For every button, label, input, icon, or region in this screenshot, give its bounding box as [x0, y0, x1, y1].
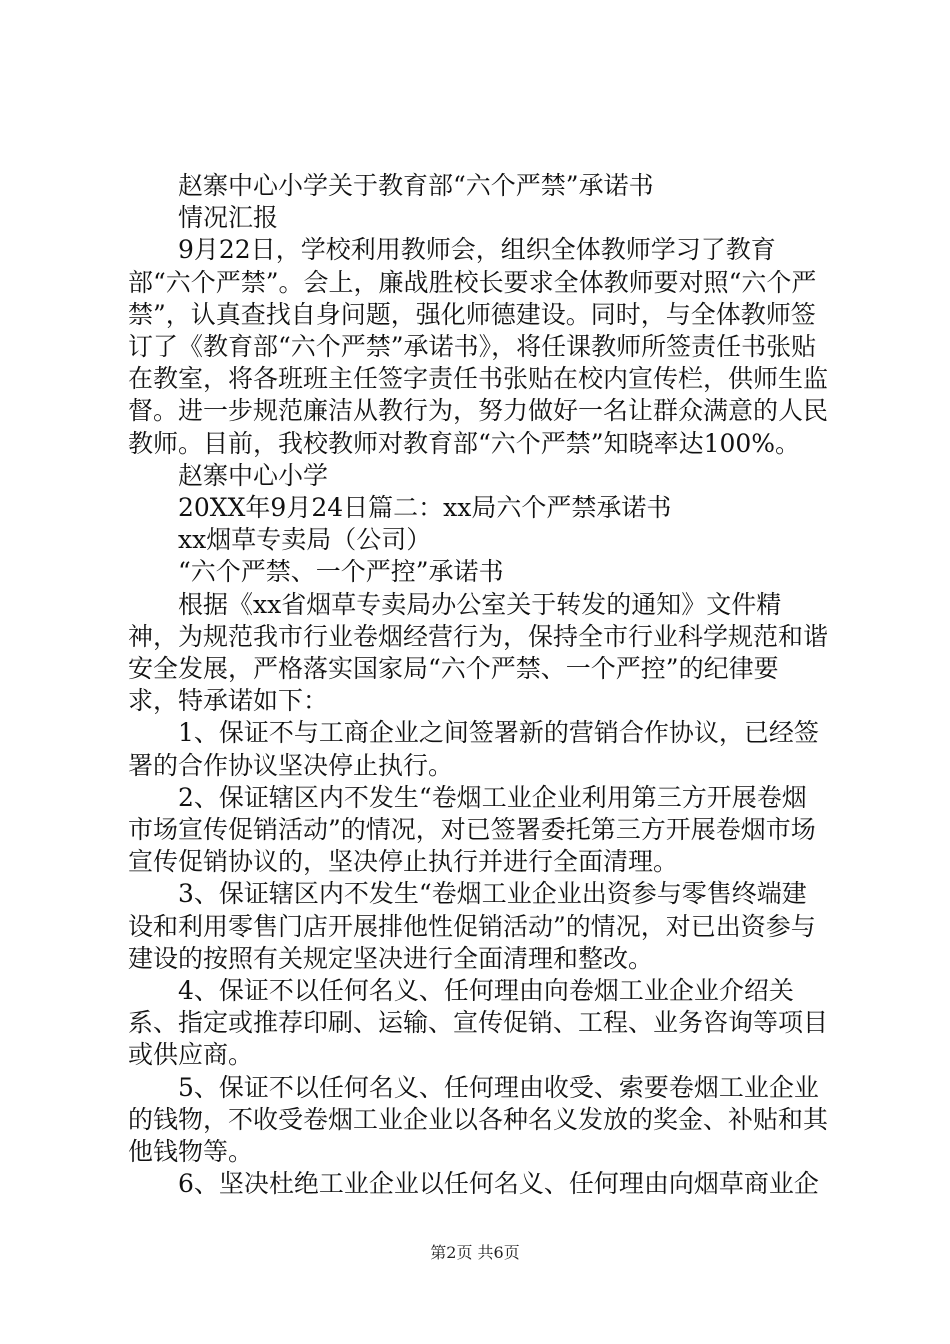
document-body [128, 170, 828, 1201]
paragraph: 根据《xx省烟草专卖局办公室关于转发的通知》文件精神，为规范我市行业卷烟经营行为，保持全市行业科学规范和谐安全发展，严格落实国家局“六个严禁、一个严控”的纪律要求，特承诺如下： [128, 589, 829, 716]
section-title: “六个严禁、一个严控”承诺书 [178, 557, 504, 587]
list-item: 1、保证不与工商企业之间签署新的营销合作协议，已经签署的合作协议坚决停止执行。 [128, 718, 819, 780]
page-number: 第2页 共6页 [430, 1243, 520, 1262]
list-item: 2、保证辖区内不发生“卷烟工业企业利用第三方开展卷烟市场宣传促销活动”的情况，对已签署委托第三方开展卷烟市场宣传促销协议的，坚决停止执行并进行全面清理。 [128, 782, 816, 877]
organization-line: xx烟草专卖局（公司） [178, 525, 432, 555]
list-item: 5、保证不以任何名义、任何理由收受、索要卷烟工业企业的钱物，不收受卷烟工业企业以各种名义发放的奖金、补贴和其他钱物等。 [128, 1072, 829, 1167]
paragraph: 9月22日，学校利用教师会，组织全体教师学习了教育部“六个严禁”。会上，廉战胜校长要求全体教师要对照“六个严禁”，认真查找自身问题，强化师德建设。同时，与全体教师签订了《教育部“六个严禁”承诺书》，将任课教师所签责任书张贴在教室，将各班班主任签字责任书张贴在校内宣传栏，供师生监督。进一步规范廉洁从教行为，努力做好一名让群众满意的人民教师。目前，我校教师对教育部“六个严禁”知晓率达100%。 [128, 235, 829, 458]
list-item: 3、保证辖区内不发生“卷烟工业企业出资参与零售终端建设和利用零售门店开展排他性促销活动”的情况，对已出资参与建设的按照有关规定坚决进行全面清理和整改。 [128, 879, 816, 973]
list-item: 6、坚决杜绝工业企业以任何名义、任何理由向烟草商业企 [178, 1169, 819, 1199]
doc-subtitle: 情况汇报 [178, 203, 279, 233]
date-line: 20XX年9月24日篇二：xx局六个严禁承诺书 [178, 493, 672, 523]
page-footer [0, 1240, 950, 1263]
list-item: 4、保证不以任何名义、任何理由向卷烟工业企业介绍关系、指定或推荐印刷、运输、宣传促销、工程、业务咨询等项目或供应商。 [128, 976, 829, 1070]
signature-school: 赵寨中心小学 [178, 460, 329, 490]
doc-title: 赵寨中心小学关于教育部“六个严禁”承诺书 [178, 171, 654, 200]
